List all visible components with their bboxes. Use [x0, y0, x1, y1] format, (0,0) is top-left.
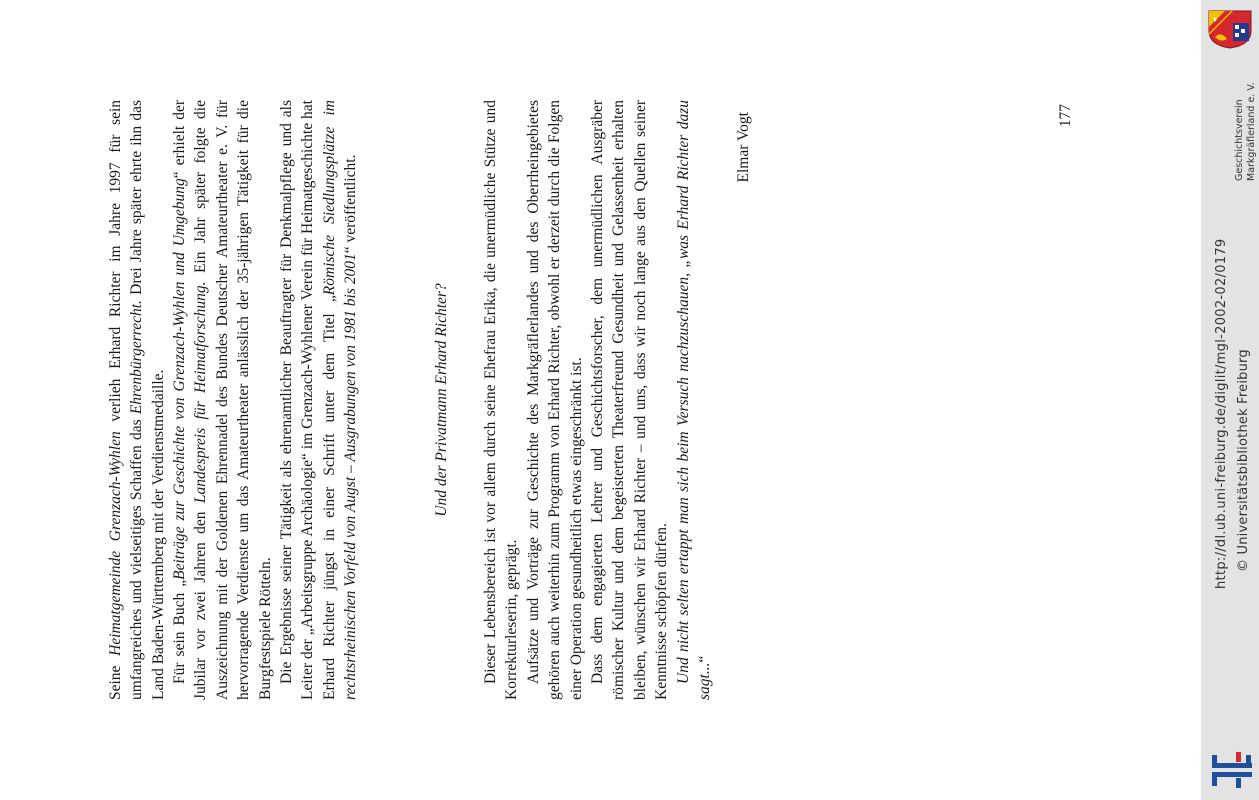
author-name: Elmar Vogt — [735, 112, 752, 183]
copyright-notice: © Universitätsbibliothek Freiburg — [1236, 349, 1251, 572]
paragraph: Für sein Buch „Beiträge zur Geschichte von Grenzach-Wyhlen und Umgebung“ erhielt der Jubilar vor zwei Jahren den Landespreis für Heimatforschung. Ein Jahr später folgte die Auszeichnung mit der Goldenen Ehrennadel des Bundes Deutscher Amateurtheater e. V. für hervorragende Verdienste um das Amateurtheater anlässlich der 35-jährigen Tätigkeit für die Burgfestspiele Rötteln. — [171, 100, 274, 700]
paragraph: Dass dem engagierten Lehrer und Geschichtsforscher, dem unermüdlichen Ausgräber römischer Kultur und dem begeisterten Theaterfreund Gesundheit und Gelassenheit erhalten bleiben, wünschen wir Erhard Richter – und uns, dass wir noch lange aus den Quellen seiner Kenntnisse schöpfen dürfen. — [589, 100, 671, 700]
society-name-line2: Markgräflerland e. V. — [1246, 82, 1257, 181]
ub-freiburg-logo-icon — [1210, 750, 1254, 790]
paragraph: Die Ergebnisse seiner Tätigkeit als ehrenamtlicher Beauftragter für Denkmalpflege und als Leiter der „Arbeitsgruppe Archäologie“ im Grenzach-Wyhlener Verein für Heimatgeschichte hat Erhard Richter jüngst in einer Schrift unter dem Titel „Römische Siedlungsplätze im rechtsrheinischen Vorfeld von Augst – Ausgrabungen von 1981 bis 2001“ veröffentlicht. — [278, 99, 360, 700]
paragraph: Und nicht selten ertappt man sich beim Versuch nachzuschauen, „was Erhard Richter dazu sagt...“ — [675, 100, 714, 700]
section-heading: Und der Privatmann Erhard Richter? — [433, 283, 450, 517]
page-number: 177 — [1057, 104, 1074, 128]
paragraph: Aufsätze und Vorträge zur Geschichte des Markgräflerlandes und des Oberrheingebietes gehören auch weiterhin zum Programm von Erhard Richter, obwohl er derzeit durch die Folgen einer Operation gesundheitlich etwas eingeschränkt ist. — [525, 100, 585, 700]
coat-of-arms-icon — [1207, 9, 1253, 49]
paragraph: Dieser Lebensbereich ist vor allem durch seine Ehefrau Erika, die unermüdliche Stütze und Korrekturleserin, geprägt. — [482, 100, 521, 700]
society-name-line1: Geschichtsverein — [1234, 99, 1245, 181]
document-url-link[interactable]: http://dl.ub.uni-freiburg.de/diglit/mgl-2002-02/0179 — [1214, 238, 1229, 589]
paragraph: Seine Heimatgemeinde Grenzach-Wyhlen verlieh Erhard Richter im Jahre 1997 für sein umfangreiches und vielseitiges Schaffen das Ehrenbürgerrecht. Drei Jahre später ehrte ihn das Land Baden-Württemberg mit der Verdienstmedaille. — [107, 99, 167, 700]
